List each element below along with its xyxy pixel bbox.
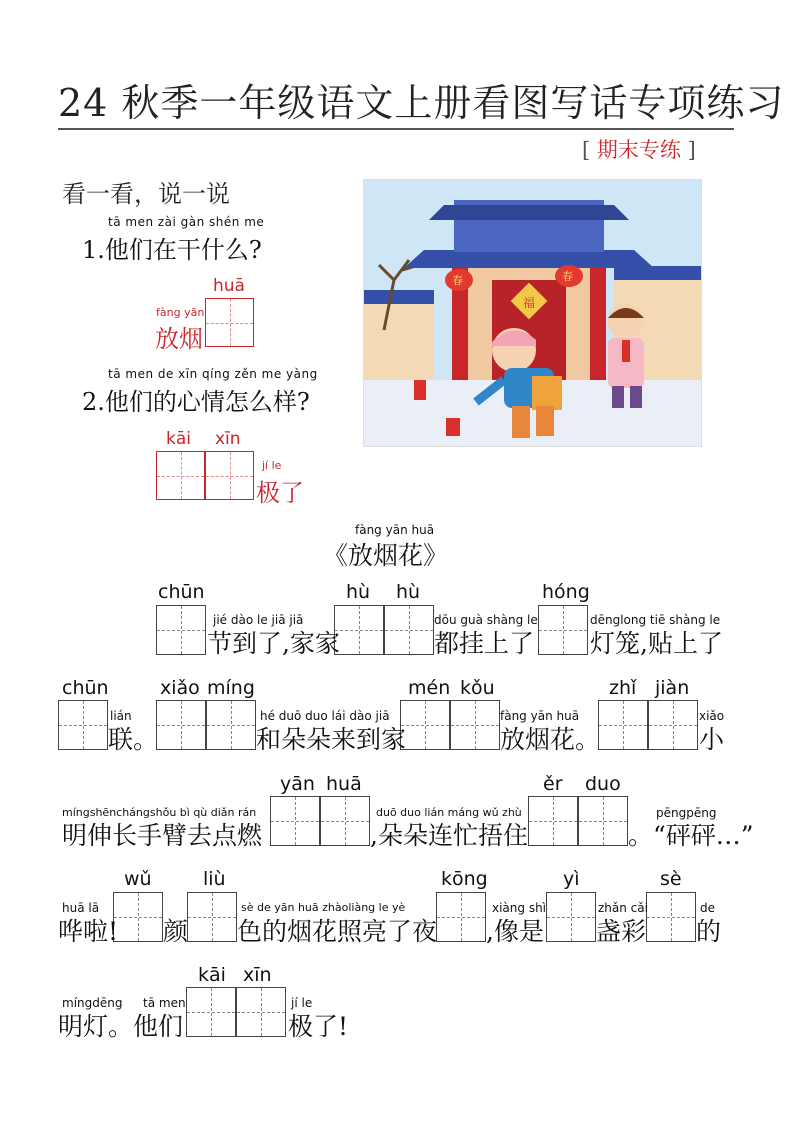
left-lantern-character: 春: [452, 274, 463, 287]
l3-blank-box-1[interactable]: [270, 796, 320, 846]
l4-seg-pinyin-4: zhǎn cǎi: [598, 901, 648, 915]
l1-box-pinyin-4: hóng: [542, 581, 590, 603]
l1-seg-text-3: 灯笼,贴上了: [590, 629, 723, 658]
l4-seg-text-5: 盏彩: [596, 917, 647, 946]
q1-word-pinyin: fàng yān: [156, 306, 205, 319]
tag-left-bracket: [: [582, 138, 591, 162]
l2-blank-box-5[interactable]: [450, 700, 500, 750]
q1-text: 1.他们在干什么?: [82, 236, 262, 264]
l1-blank-box-1[interactable]: [156, 605, 206, 655]
q1-word: 放烟: [155, 325, 203, 353]
l4-seg-text-4: ,像是: [486, 917, 544, 946]
l2-blank-box-2[interactable]: [156, 700, 206, 750]
q1-box-pinyin: huā: [213, 276, 245, 296]
section-tag: [582, 134, 696, 164]
l1-seg-pinyin-3: dēnglong tiē shàng le: [590, 613, 721, 627]
l2-blank-box-3[interactable]: [206, 700, 256, 750]
l1-box-pinyin-1: chūn: [158, 581, 205, 603]
l5-blank-box-1[interactable]: [186, 987, 236, 1037]
l1-blank-box-3[interactable]: [384, 605, 434, 655]
l4-seg-text-2: 颜: [163, 917, 189, 946]
q2-box-pinyin-1: kāi: [166, 429, 191, 449]
q2-text: 2.他们的心情怎么样?: [82, 388, 310, 416]
l2-seg-pinyin-1: lián: [110, 709, 132, 723]
q2-answer-box-1[interactable]: [156, 451, 205, 500]
l2-box-pinyin-4: mén: [408, 677, 451, 699]
q2-pinyin: tā men de xīn qíng zěn me yàng: [108, 367, 318, 381]
l1-seg-text-2: 都挂上了: [434, 629, 535, 658]
l4-seg-pinyin-2: sè de yān huā zhàoliàng le yè: [241, 901, 406, 914]
l3-blank-box-4[interactable]: [578, 796, 628, 846]
title-underline: [58, 128, 734, 130]
l3-seg-text-2: ,朵朵连忙捂住: [370, 821, 528, 850]
l4-seg-text-1: 哗啦!: [58, 917, 119, 946]
l3-blank-box-3[interactable]: [528, 796, 578, 846]
door-fu-character: 福: [523, 296, 536, 310]
l2-seg-text-3: 放烟花。: [500, 725, 601, 754]
q2-box-pinyin-2: xīn: [215, 429, 241, 449]
q2-after-pinyin: jí le: [262, 459, 282, 472]
l4-box-pinyin-4: yì: [563, 868, 580, 890]
q1-pinyin: tā men zài gàn shén me: [108, 215, 265, 229]
l3-box-pinyin-2: huā: [326, 773, 362, 795]
l1-blank-box-2[interactable]: [334, 605, 384, 655]
l1-seg-text-1: 节到了,家家: [207, 629, 340, 658]
l2-box-pinyin-3: míng: [207, 677, 255, 699]
l4-blank-box-2[interactable]: [187, 892, 237, 942]
l5-seg-pinyin-1: míngdēng: [62, 996, 123, 1010]
l3-seg-text-3: 。“砰砰…”: [628, 821, 754, 850]
l2-blank-box-6[interactable]: [598, 700, 648, 750]
q2-after-text: 极了: [256, 479, 304, 507]
l1-blank-box-4[interactable]: [538, 605, 588, 655]
l5-seg-pinyin-2: tā men: [143, 996, 186, 1010]
l1-box-pinyin-3: hù: [396, 581, 421, 603]
l3-box-pinyin-3: ěr: [543, 773, 563, 795]
l2-box-pinyin-2: xiǎo: [160, 677, 200, 699]
l3-blank-box-2[interactable]: [320, 796, 370, 846]
l4-seg-pinyin-5: de: [700, 901, 715, 915]
l5-box-pinyin-2: xīn: [243, 964, 272, 986]
l2-box-pinyin-7: jiàn: [655, 677, 690, 699]
l1-seg-pinyin-1: jié dào le jiā jiā: [213, 613, 304, 627]
l1-seg-pinyin-2: dōu guà shàng le: [434, 613, 538, 627]
l5-blank-box-2[interactable]: [236, 987, 286, 1037]
l3-seg-pinyin-2: duō duo lián máng wǔ zhù: [376, 806, 522, 819]
illustration-svg: [364, 180, 701, 446]
l2-box-pinyin-6: zhǐ: [609, 677, 637, 699]
l1-box-pinyin-2: hù: [346, 581, 371, 603]
l5-seg-text-2: 极了!: [288, 1012, 349, 1041]
l2-seg-text-2: 和朵朵来到家: [256, 725, 407, 754]
l3-seg-pinyin-1: míngshēnchángshǒu bì qù diǎn rán: [62, 806, 257, 819]
l5-seg-pinyin-3: jí le: [291, 996, 313, 1010]
l2-box-pinyin-1: chūn: [62, 677, 109, 699]
illustration-kids-fireworks: [363, 179, 702, 447]
l2-seg-text-1: 联。: [108, 725, 159, 754]
l4-blank-box-3[interactable]: [436, 892, 486, 942]
l4-seg-text-6: 的: [696, 917, 722, 946]
l4-seg-pinyin-3: xiàng shì: [492, 901, 547, 915]
section-heading: 看一看，说一说: [62, 180, 230, 208]
q1-answer-box[interactable]: [205, 298, 254, 347]
l4-blank-box-1[interactable]: [113, 892, 163, 942]
l2-seg-pinyin-2: hé duō duo lái dào jiā: [260, 709, 390, 723]
l2-blank-box-7[interactable]: [648, 700, 698, 750]
l4-box-pinyin-1: wǔ: [124, 868, 152, 890]
story-title: 《放烟花》: [323, 541, 449, 570]
l4-blank-box-4[interactable]: [546, 892, 596, 942]
tag-right-bracket: ]: [687, 138, 696, 162]
page-title: 24 秋季一年级语文上册看图写话专项练习: [58, 81, 785, 125]
l4-box-pinyin-2: liù: [203, 868, 226, 890]
l2-blank-box-4[interactable]: [400, 700, 450, 750]
l3-seg-pinyin-3: pēngpēng: [656, 806, 717, 820]
l4-seg-text-3: 色的烟花照亮了夜: [237, 917, 438, 946]
l3-box-pinyin-1: yān: [280, 773, 315, 795]
l2-box-pinyin-5: kǒu: [460, 677, 495, 699]
l5-seg-text-1: 明灯。他们: [58, 1012, 184, 1041]
l3-seg-text-1: 明伸长手臂去点燃: [62, 821, 263, 850]
l4-box-pinyin-3: kōng: [441, 868, 488, 890]
l4-blank-box-5[interactable]: [646, 892, 696, 942]
l2-seg-pinyin-4: xiǎo: [699, 709, 725, 723]
l2-seg-text-4: 小: [699, 725, 725, 754]
l4-box-pinyin-5: sè: [660, 868, 682, 890]
l4-seg-pinyin-1: huā lā: [62, 901, 100, 915]
l2-blank-box-1[interactable]: [58, 700, 108, 750]
l2-seg-pinyin-3: fàng yān huā: [500, 709, 580, 723]
l5-box-pinyin-1: kāi: [198, 964, 226, 986]
tag-text: 期末专练: [596, 138, 681, 162]
q2-answer-box-2[interactable]: [205, 451, 254, 500]
right-lantern-character: 春: [562, 270, 573, 283]
l3-box-pinyin-4: duo: [585, 773, 621, 795]
story-title-pinyin: fàng yān huā: [355, 523, 435, 537]
